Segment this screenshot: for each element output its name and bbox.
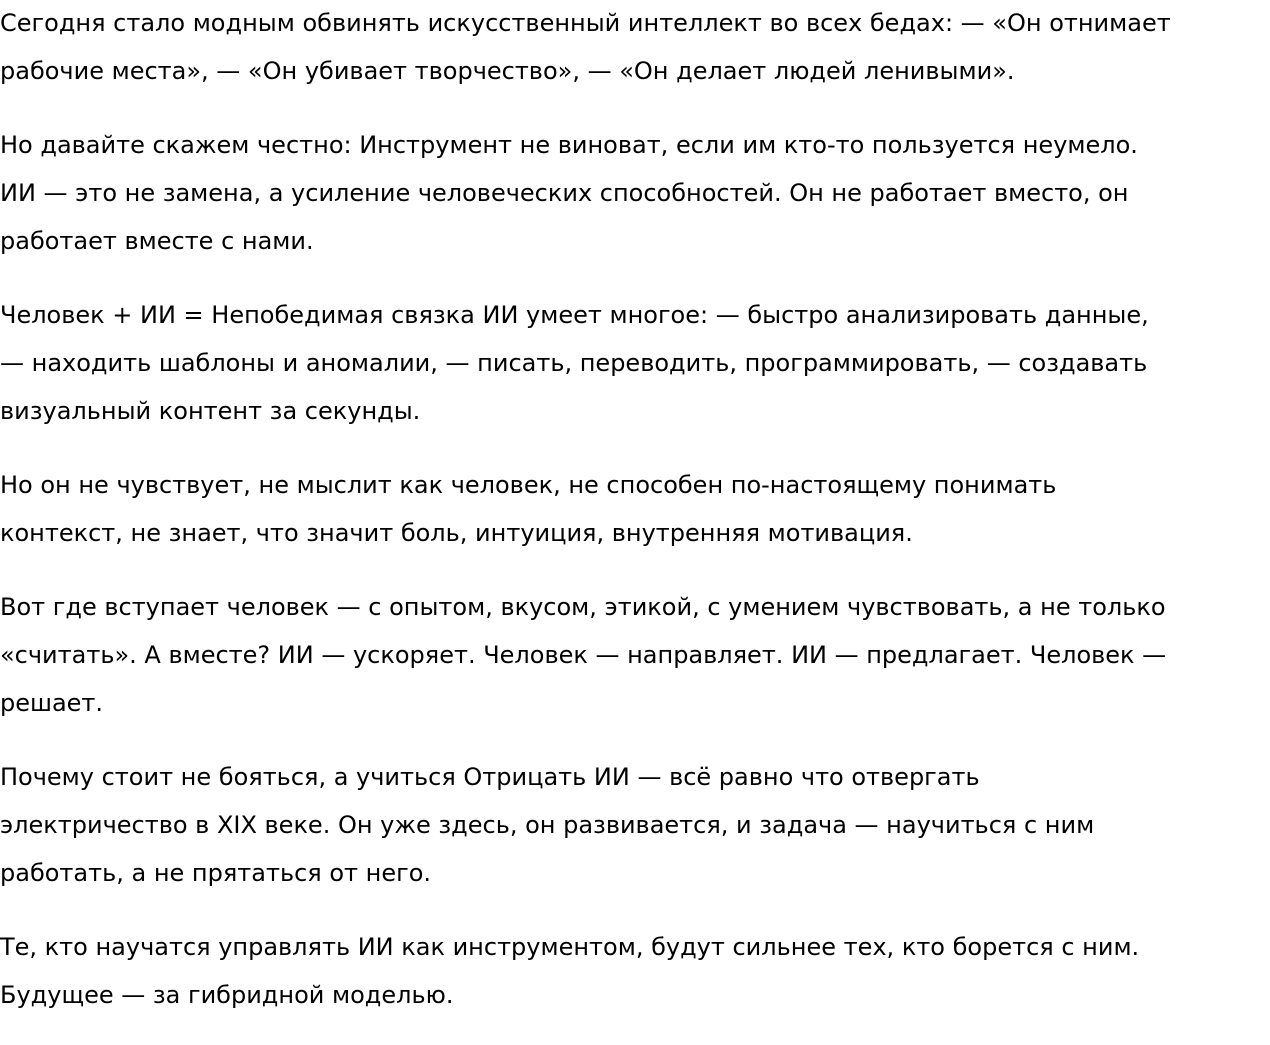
paragraph-line: визуальный контент за секунды. — [0, 397, 421, 425]
paragraph-line: электричество в XIX веке. Он уже здесь, он развивается, и задача — научиться с ним — [0, 811, 1095, 839]
paragraph-line: работать, а не прятаться от него. — [0, 859, 432, 887]
paragraph-3 — [0, 291, 1270, 435]
paragraph-7 — [0, 923, 1270, 1019]
paragraph-line: решает. — [0, 689, 104, 717]
paragraph-line: контекст, не знает, что значит боль, интуиция, внутренняя мотивация. — [0, 519, 913, 547]
paragraph-6 — [0, 753, 1270, 897]
paragraph-line: Те, кто научатся управлять ИИ как инструментом, будут сильнее тех, кто борется с ним. — [0, 933, 1140, 961]
paragraph-1 — [0, 0, 1270, 95]
paragraph-line: работает вместе с нами. — [0, 227, 314, 255]
paragraph-line: Но он не чувствует, не мыслит как человек, не способен по-настоящему понимать — [0, 471, 1057, 499]
paragraph-line: Будущее — за гибридной моделью. — [0, 981, 454, 1009]
paragraph-line: ИИ — это не замена, а усиление человеческих способностей. Он не работает вместо, он — [0, 179, 1129, 207]
paragraph-4 — [0, 461, 1270, 557]
paragraph-2 — [0, 121, 1270, 265]
paragraph-line: Сегодня стало модным обвинять искусственный интеллект во всех бедах: — «Он отнимает — [0, 9, 1171, 37]
paragraph-5 — [0, 583, 1270, 727]
paragraph-line: Человек + ИИ = Непобедимая связка ИИ умеет многое: — быстро анализировать данные, — [0, 301, 1149, 329]
paragraph-line: Вот где вступает человек — с опытом, вкусом, этикой, с умением чувствовать, а не только — [0, 593, 1166, 621]
paragraph-line: — находить шаблоны и аномалии, — писать, переводить, программировать, — создавать — [0, 349, 1148, 377]
paragraph-line: Почему стоит не бояться, а учиться Отрицать ИИ — всё равно что отвергать — [0, 763, 980, 791]
paragraph-line: Но давайте скажем честно: Инструмент не виноват, если им кто-то пользуется неумело. — [0, 131, 1138, 159]
paragraph-line: «считать». А вместе? ИИ — ускоряет. Человек — направляет. ИИ — предлагает. Человек — — [0, 641, 1167, 669]
paragraph-line: рабочие места», — «Он убивает творчество», — «Он делает людей ленивыми». — [0, 57, 1015, 85]
